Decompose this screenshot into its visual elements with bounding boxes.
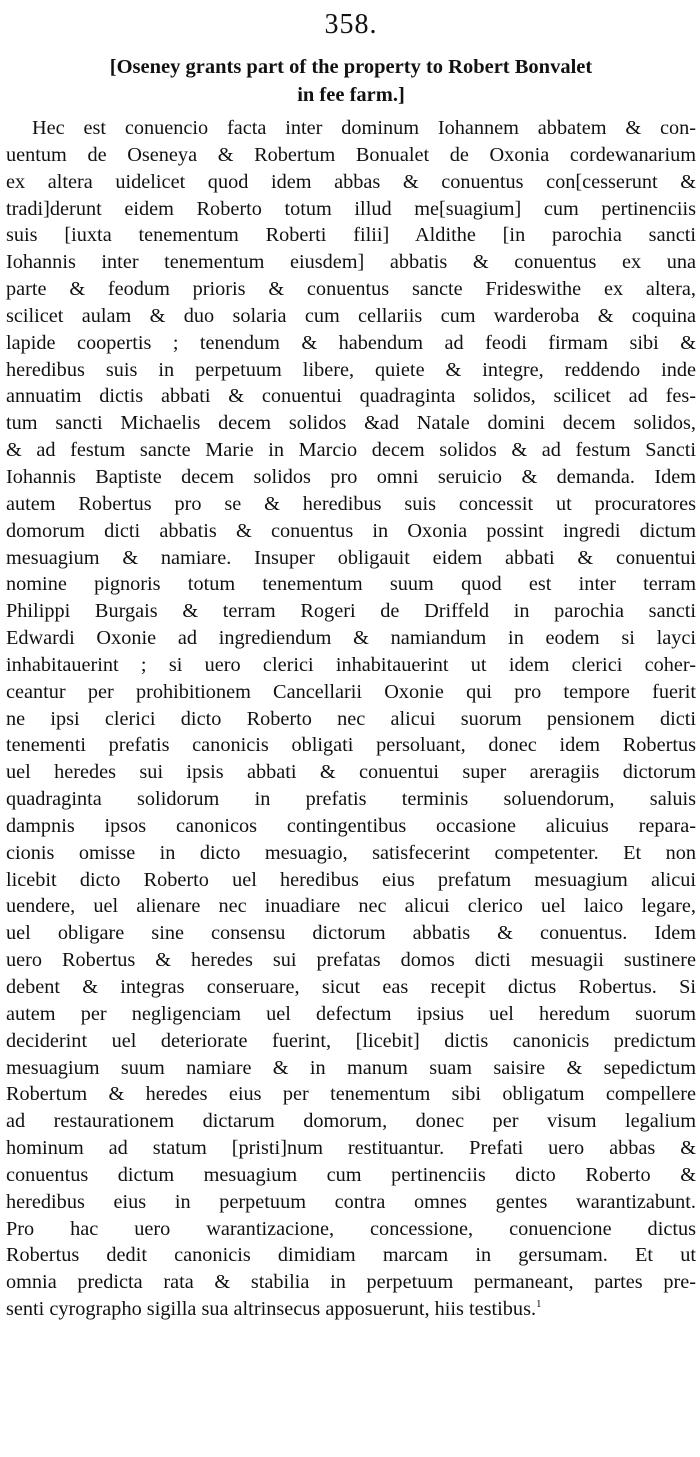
text-line-content: uel obligare sine consensu dictorum abbatis & conuentus. Idem xyxy=(6,922,696,945)
charter-text xyxy=(6,115,696,1323)
text-line xyxy=(6,518,696,545)
heading-line: [Oseney grants part of the property to Robert Bonvalet xyxy=(109,56,593,78)
text-line-content: uentum de Oseneya & Robertum Bonualet de Oxonia cordewanarium xyxy=(6,143,696,166)
text-line xyxy=(6,1081,696,1108)
text-line-content: Hec est conuencio facta inter dominum Iohannem abbatem & con- xyxy=(32,117,696,139)
text-line xyxy=(6,1108,696,1135)
text-line-content: Iohannis inter tenementum eiusdem] abbatis & conuentus ex una xyxy=(6,251,696,274)
text-line-content: Robertus dedit canonicis dimidiam marcam in gersumam. Et ut xyxy=(6,1244,696,1267)
text-line xyxy=(6,249,696,276)
text-line-content: uendere, uel alienare nec inuadiare nec alicui clerico uel laico legare, xyxy=(6,895,696,918)
text-line xyxy=(6,1028,696,1055)
text-line xyxy=(6,276,696,303)
text-line-content: licebit dicto Roberto uel heredibus eius prefatum mesuagium alicui xyxy=(6,868,696,891)
text-line-content: lapide coopertis ; tenendum & habendum ad feodi firmam sibi & xyxy=(6,331,696,354)
text-line-content: ad restaurationem dictarum domorum, donec per visum legalium xyxy=(6,1110,696,1133)
text-line xyxy=(6,383,696,410)
text-line xyxy=(6,1135,696,1162)
text-line xyxy=(6,410,696,437)
text-line-content: uel heredes sui ipsis abbati & conuentui super areragiis dictorum xyxy=(6,761,696,784)
text-line xyxy=(6,545,696,572)
text-line-content: cionis omisse in dicto mesuagio, satisfecerint competenter. Et non xyxy=(6,841,696,864)
text-line xyxy=(6,196,696,223)
text-line xyxy=(6,1189,696,1216)
text-line-content: dampnis ipsos canonicos contingentibus occasione alicuius repara- xyxy=(6,814,696,837)
text-line-content: Iohannis Baptiste decem solidos pro omni seruicio & demanda. Idem xyxy=(6,465,696,488)
text-line xyxy=(6,1001,696,1028)
text-line-content: senti cyrographo sigilla sua altrinsecus apposuerunt, hiis testibus. xyxy=(6,1298,537,1321)
text-line xyxy=(6,1269,696,1296)
text-line xyxy=(6,759,696,786)
text-line xyxy=(6,1055,696,1082)
text-line xyxy=(6,142,696,169)
text-line xyxy=(6,1216,696,1243)
text-line xyxy=(6,893,696,920)
text-line-content: debent & integras conseruare, sicut eas recepit dictus Robertus. Si xyxy=(6,976,696,998)
text-line-content: tradi]derunt eidem Roberto totum illud me[suagium] cum pertinenciis xyxy=(6,197,696,220)
text-line-content: domorum dicti abbatis & conuentus in Oxonia possint ingredi dictum xyxy=(6,519,696,542)
footnote-marker: 1 xyxy=(536,1298,542,1311)
text-line-content: Philippi Burgais & terram Rogeri de Driffeld in parochia sancti xyxy=(6,600,696,623)
text-line xyxy=(6,625,696,652)
text-line xyxy=(6,679,696,706)
text-line-content: conuentus dictum mesuagium cum pertinenciis dicto Roberto & xyxy=(6,1163,696,1186)
text-line-content: tenementi prefatis canonicis obligati persoluant, donec idem Robertus xyxy=(6,734,696,757)
text-line-content: suis [iuxta tenementum Roberti filii] Aldithe [in parochia sancti xyxy=(6,224,696,247)
text-line xyxy=(6,330,696,357)
text-line-content: ceantur per prohibitionem Cancellarii Oxonie qui pro tempore fuerit xyxy=(6,680,696,703)
text-line-content: & ad festum sancte Marie in Marcio decem solidos & ad festum Sancti xyxy=(6,439,696,462)
text-line-content: mesuagium & namiare. Insuper obligauit eidem abbati & conuentui xyxy=(6,546,696,569)
page-number: 358. xyxy=(324,9,378,40)
text-line xyxy=(6,491,696,518)
text-line-content: inhabitauerint ; si uero clerici inhabitauerint ut idem clerici coher- xyxy=(6,653,696,676)
text-line xyxy=(6,303,696,330)
text-line xyxy=(6,1296,696,1323)
text-line xyxy=(6,974,696,1001)
text-line-content: Pro hac uero warantizacione, concessione, conuencione dictus xyxy=(6,1217,696,1240)
text-line xyxy=(6,1242,696,1269)
text-line-content: tum sancti Michaelis decem solidos &ad Natale domini decem solidos, xyxy=(6,412,696,435)
text-line xyxy=(6,115,696,142)
text-line-content: scilicet aulam & duo solaria cum cellariis cum warderoba & coquina xyxy=(6,304,696,327)
text-line-content: uero Robertus & heredes sui prefatas domos dicti mesuagii sustinere xyxy=(6,949,696,972)
text-line-content: parte & feodum prioris & conuentus sancte Frideswithe ex altera, xyxy=(6,278,696,301)
text-line xyxy=(6,840,696,867)
text-line-content: heredibus suis in perpetuum libere, quiete & integre, reddendo inde xyxy=(6,358,696,381)
text-line-content: annuatim dictis abbati & conuentui quadraginta solidos, scilicet ad fes- xyxy=(6,385,696,408)
text-line-content: nomine pignoris totum tenementum suum quod est inter terram xyxy=(6,573,696,596)
text-line xyxy=(6,571,696,598)
text-line-content: quadraginta solidorum in prefatis terminis soluendorum, saluis xyxy=(6,788,696,811)
text-line-content: Robertum & heredes eius per tenementum sibi obligatum compellere xyxy=(6,1083,696,1106)
text-line-content: hominum ad statum [pristi]num restituantur. Prefati uero abbas & xyxy=(6,1137,696,1160)
text-line xyxy=(6,464,696,491)
text-line-content: Edwardi Oxonie ad ingrediendum & namiandum in eodem si layci xyxy=(6,627,696,650)
text-line xyxy=(6,706,696,733)
text-line xyxy=(6,947,696,974)
text-line xyxy=(6,598,696,625)
text-line xyxy=(6,357,696,384)
text-line xyxy=(6,222,696,249)
text-line xyxy=(6,920,696,947)
text-line-content: autem per negligenciam uel defectum ipsius uel heredum suorum xyxy=(6,1002,696,1025)
text-line-content: ne ipsi clerici dicto Roberto nec alicui suorum pensionem dicti xyxy=(6,707,696,730)
text-line-content: heredibus eius in perpetuum contra omnes gentes warantizabunt. xyxy=(6,1190,696,1213)
text-line xyxy=(6,1162,696,1189)
text-line xyxy=(6,732,696,759)
text-line xyxy=(6,437,696,464)
heading-line: in fee farm.] xyxy=(297,84,405,106)
text-line xyxy=(6,786,696,813)
text-line xyxy=(6,813,696,840)
document-heading xyxy=(14,53,688,109)
text-line-content: ex altera uidelicet quod idem abbas & conuentus con[cesserunt & xyxy=(6,170,696,193)
text-line-content: omnia predicta rata & stabilia in perpetuum permaneant, partes pre- xyxy=(6,1271,696,1294)
text-line xyxy=(6,867,696,894)
text-line xyxy=(6,652,696,679)
text-line-content: deciderint uel deteriorate fuerint, [licebit] dictis canonicis predictum xyxy=(6,1029,696,1052)
text-line-content: mesuagium suum namiare & in manum suam saisire & sepedictum xyxy=(6,1056,696,1079)
text-line xyxy=(6,169,696,196)
text-line-content: autem Robertus pro se & heredibus suis concessit ut procuratores xyxy=(6,492,696,515)
